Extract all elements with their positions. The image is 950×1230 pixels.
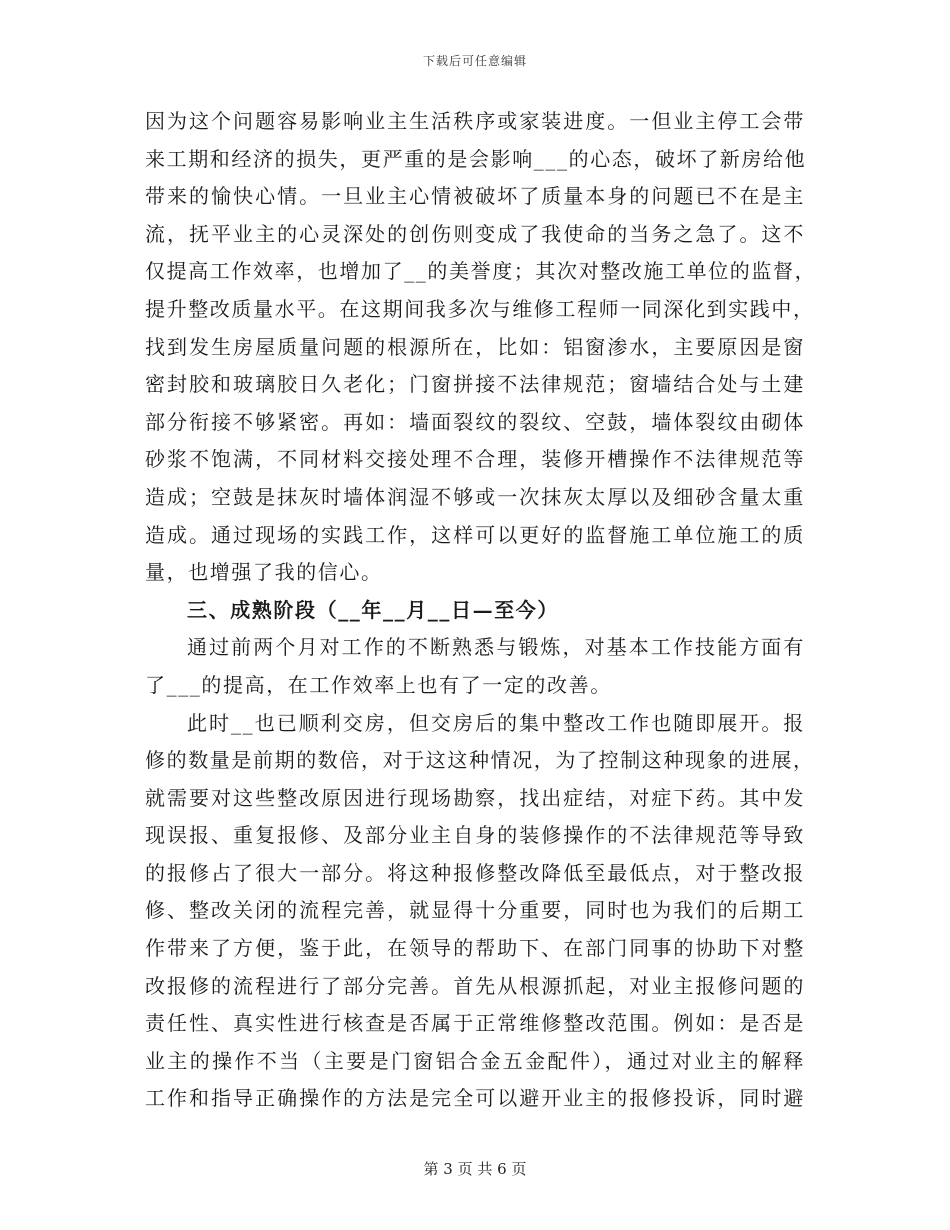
- paragraph-line: 流，抚平业主的心灵深处的创伤则变成了我使命的当务之急了。这不: [145, 221, 805, 246]
- paragraph-line: 的报修占了很大一部分。将这种报修整改降低至最低点，对于整改报: [145, 860, 805, 885]
- paragraph-line: 业主的操作不当（主要是门窗铝合金五金配件），通过对业主的解释: [145, 1048, 805, 1073]
- paragraph-line: 造成。通过现场的实践工作，这样可以更好的监督施工单位施工的质: [145, 522, 805, 547]
- paragraph-line: 量，也增强了我的信心。: [145, 560, 383, 585]
- paragraph-line: 通过前两个月对工作的不断熟悉与锻炼，对基本工作技能方面有: [187, 635, 805, 660]
- paragraph-line: 工作和指导正确操作的方法是完全可以避开业主的报修投诉，同时避: [145, 1086, 805, 1111]
- page-number-footer: 第 3 页 共 6 页: [423, 1160, 527, 1178]
- paragraph-line: 责任性、真实性进行核查是否属于正常维修整改范围。例如：是否是: [145, 1011, 805, 1036]
- section-heading: 三、成熟阶段（__年__月__日—至今）: [187, 597, 559, 622]
- paragraph-line: 来工期和经济的损失，更严重的是会影响___的心态，破坏了新房给他: [145, 146, 807, 171]
- paragraph-line: 仅提高工作效率，也增加了__的美誉度；其次对整改施工单位的监督，: [145, 259, 817, 284]
- paragraph-line: 就需要对这些整改原因进行现场勘察，找出症结，对症下药。其中发: [145, 785, 805, 810]
- paragraph-line: 找到发生房屋质量问题的根源所在，比如：铝窗渗水，主要原因是窗: [145, 334, 805, 359]
- paragraph-line: 砂浆不饱满，不同材料交接处理不合理，装修开槽操作不法律规范等: [145, 447, 805, 472]
- paragraph-line: 改报修的流程进行了部分完善。首先从根源抓起，对业主报修问题的: [145, 973, 805, 998]
- paragraph-line: 修、整改关闭的流程完善，就显得十分重要，同时也为我们的后期工: [145, 898, 805, 923]
- paragraph-line: 带来的愉快心情。一旦业主心情被破坏了质量本身的问题已不在是主: [145, 184, 805, 209]
- paragraph-line: 现误报、重复报修、及部分业主自身的装修操作的不法律规范等导致: [145, 823, 805, 848]
- paragraph-line: 提升整改质量水平。在这期间我多次与维修工程师一同深化到实践中，: [145, 296, 815, 321]
- paragraph-line: 因为这个问题容易影响业主生活秩序或家装进度。一但业主停工会带: [145, 109, 805, 133]
- paragraph-line: 作带来了方便，鉴于此，在领导的帮助下、在部门同事的协助下对整: [145, 936, 805, 961]
- paragraph-line: 造成；空鼓是抹灰时墙体润湿不够或一次抹灰太厚以及细砂含量太重: [145, 484, 805, 509]
- document-body: [145, 103, 817, 1118]
- paragraph-line: 密封胶和玻璃胶日久老化；门窗拼接不法律规范；窗墙结合处与土建: [145, 372, 805, 397]
- paragraph-line: 部分衔接不够紧密。再如：墙面裂纹的裂纹、空鼓，墙体裂纹由砌体: [145, 409, 805, 434]
- paragraph-line: 此时__也已顺利交房，但交房后的集中整改工作也随即展开。报: [187, 710, 805, 735]
- paragraph-line: 修的数量是前期的数倍，对于这这种情况，为了控制这种现象的进展，: [145, 748, 815, 773]
- page-header: 下载后可任意编辑: [422, 54, 527, 68]
- paragraph-line: 了___的提高，在工作效率上也有了一定的改善。: [145, 672, 612, 697]
